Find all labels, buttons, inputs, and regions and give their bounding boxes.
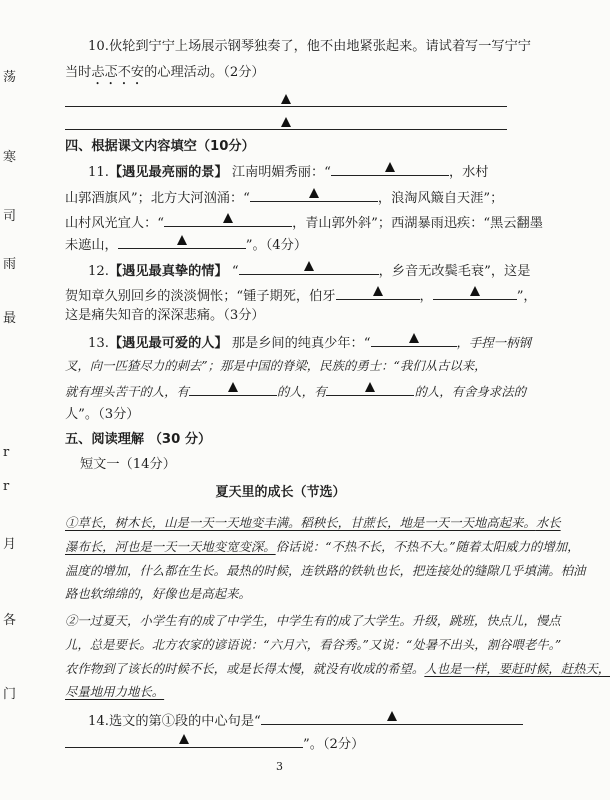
- triangle-marker-icon: [281, 117, 291, 127]
- margin-fragment: 雨: [3, 257, 17, 272]
- q10-line1: 10.伙轮到宁宁上场展示钢琴独奏了，他不由地紧张起来。请试着写一写宁宁: [88, 39, 531, 54]
- passage-title: 夏天里的成长（节选）: [215, 485, 346, 500]
- q14-blank-2[interactable]: [65, 732, 303, 748]
- q13-text: 的人，有舍身求法的: [414, 384, 526, 399]
- q13-blank-2[interactable]: [189, 380, 277, 396]
- q11-blank-4[interactable]: [118, 233, 246, 249]
- q14-blank-1[interactable]: [261, 709, 523, 725]
- q11-text: ，水村: [448, 165, 489, 180]
- q11-line1: [88, 160, 489, 183]
- margin-fragment: 门: [3, 687, 17, 702]
- q10-text-pre: 当时: [65, 65, 92, 80]
- triangle-marker-icon: [470, 286, 480, 296]
- para1-line2: [65, 537, 579, 557]
- q11-text: ”。（4分）: [245, 238, 308, 253]
- q12-line3: 这是痛失知音的深深悲痛。（3分）: [65, 308, 265, 323]
- margin-fragment: 最: [3, 311, 17, 326]
- q12-blank-1[interactable]: [239, 259, 379, 275]
- triangle-marker-icon: [385, 162, 395, 172]
- q13-line4: 人”。（3分）: [65, 407, 140, 422]
- triangle-marker-icon: [177, 235, 187, 245]
- q12-line1: [88, 259, 530, 282]
- q13-blank-1[interactable]: [371, 331, 457, 347]
- para2-line1: ②一过夏天，小学生有的成了中学生，中学生有的成了大学生。升级，跳班，快点儿，慢点: [65, 613, 561, 628]
- q13-topic: 【遇见最可爱的人】: [108, 336, 228, 351]
- q11-blank-3[interactable]: [164, 211, 292, 227]
- page-number: 3: [276, 760, 283, 773]
- para2-underlined: 尽量地用力地长。: [65, 684, 165, 699]
- para2-line3: [65, 659, 610, 679]
- triangle-marker-icon: [373, 286, 383, 296]
- q12-text: ，乡音无改鬓毛衰”，这是: [378, 264, 531, 279]
- q12-text: “: [231, 264, 239, 279]
- q11-topic: 【遇见最亮丽的景】: [108, 165, 228, 180]
- q12-text: ，: [419, 289, 433, 304]
- q14-line1: [88, 709, 523, 732]
- para2-line2: 儿，总是要长。北方农家的谚语说：“六月六，看谷秀。”又说：“处暑不出头，割谷喂老牛。”: [65, 637, 562, 652]
- q13-line1: [88, 331, 531, 354]
- q13-line2: 叉，向一匹猹尽力的刺去”；那是中国的脊梁，民族的勇士：“我们从古以来，: [65, 358, 487, 373]
- triangle-marker-icon: [304, 261, 314, 271]
- q11-line4: [65, 233, 307, 256]
- q12-text: 贺知章久别回乡的淡淡惆怅；“锺子期死，伯牙: [65, 289, 336, 304]
- q14-text: 14.选文的第①段的中心句是“: [88, 714, 261, 729]
- q14-text: ”。（2分）: [303, 737, 365, 752]
- q10-text-post: 的心理活动。（2分）: [144, 65, 265, 80]
- q11-line3: [65, 211, 543, 234]
- q13-line3: [65, 380, 526, 403]
- triangle-marker-icon: [179, 734, 189, 744]
- q10-answer-line-1[interactable]: [65, 106, 507, 107]
- triangle-marker-icon: [309, 188, 319, 198]
- para1-line4: 路也软绵绵的，好像也是高起来。: [65, 586, 251, 601]
- q13-text: 就有埋头苦干的人，有: [65, 384, 189, 399]
- triangle-marker-icon: [223, 213, 233, 223]
- q12-text: ”，: [516, 289, 537, 304]
- q14-line2: [65, 732, 364, 755]
- q12-blank-2[interactable]: [336, 284, 420, 300]
- section-4-heading: 四、根据课文内容填空（10分）: [65, 139, 255, 154]
- q11-blank-2[interactable]: [250, 186, 378, 202]
- q13-blank-3[interactable]: [326, 380, 414, 396]
- q13-text: ，手捏一柄钢: [456, 335, 531, 350]
- para2-underlined: 人也是一样，要赶时候，赶热天，: [424, 661, 610, 676]
- para1-line1: [65, 513, 561, 533]
- margin-fragment: r: [3, 479, 10, 494]
- q10-answer-line-2[interactable]: [65, 129, 507, 130]
- q11-text: ，青山郭外斜”；西湖暴雨迅疾：“黑云翻墨: [292, 216, 543, 231]
- triangle-marker-icon: [228, 382, 238, 392]
- q13-text: 那是乡间的纯真少年：“: [231, 336, 371, 351]
- q12-blank-3[interactable]: [433, 284, 517, 300]
- triangle-marker-icon: [387, 711, 397, 721]
- q11-text: 山郭酒旗风”；北方大河汹涌：“: [65, 191, 250, 206]
- q13-text: 的人，有: [276, 384, 327, 399]
- q11-text: ，浪淘风簸自天涯”；: [377, 191, 504, 206]
- margin-fragment: 荡: [3, 70, 17, 85]
- q12-number: 12.: [88, 264, 109, 279]
- section-5-heading: 五、阅读理解 （30 分）: [65, 432, 212, 447]
- q11-blank-1[interactable]: [331, 160, 449, 176]
- margin-fragment: 司: [3, 209, 17, 224]
- q11-line2: [65, 186, 503, 209]
- triangle-marker-icon: [365, 382, 375, 392]
- q11-number: 11.: [88, 165, 109, 180]
- q13-number: 13.: [88, 336, 109, 351]
- para2-text: 农作物到了该长的时候不长，或是长得太慢，就没有收成的希望。: [65, 661, 425, 676]
- para2-line4: [65, 682, 164, 702]
- q12-topic: 【遇见最真挚的情】: [108, 264, 228, 279]
- margin-fragment: r: [3, 445, 10, 460]
- q12-line2: [65, 284, 537, 307]
- para1-underlined: 瀑布长，河也是一天一天地变宽变深。: [65, 539, 276, 554]
- para1-underlined: 水长: [535, 515, 561, 530]
- q10-line2: [65, 63, 265, 88]
- passage-label: 短文一（14分）: [80, 457, 176, 472]
- q11-text: 江南明媚秀丽：“: [231, 165, 331, 180]
- para1-underlined: ①草长，树木长，山是一天一天地变丰满。稻秧长，甘蔗长，地是一天一天地高起来。: [65, 515, 536, 530]
- q11-text: 未遮山，: [65, 238, 118, 253]
- q11-text: 山村风光宜人：“: [65, 216, 165, 231]
- margin-fragment: 月: [3, 537, 17, 552]
- margin-fragment: 寒: [3, 150, 17, 165]
- para1-line3: 温度的增加，什么都在生长。最热的时候，连铁路的铁轨也长，把连接处的缝隙几乎填满。柏油: [65, 563, 586, 578]
- q10-dotted-word: 忐忑不安: [91, 65, 145, 80]
- triangle-marker-icon: [409, 333, 419, 343]
- para1-text: 俗话说：“不热不长，不热不大。”随着太阳威力的增加，: [275, 539, 580, 554]
- margin-fragment: 各: [3, 613, 17, 628]
- triangle-marker-icon: [281, 94, 291, 104]
